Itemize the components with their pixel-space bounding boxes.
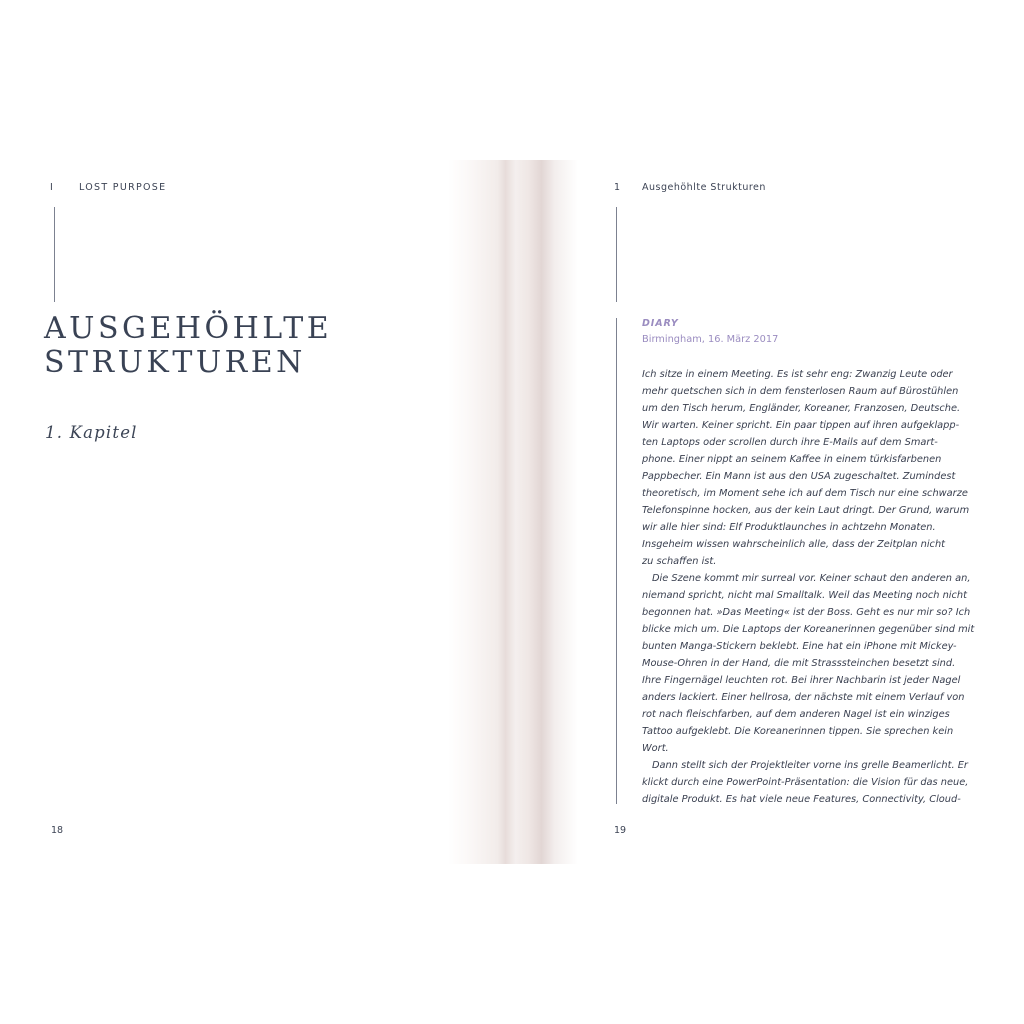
body-line: zu schaffen ist. <box>642 556 717 567</box>
body-line: theoretisch, im Moment sehe ich auf dem Tisch nur eine schwarze <box>642 488 968 499</box>
body-line: Wort. <box>642 743 669 754</box>
running-head-right-number: 1 <box>614 182 621 193</box>
body-text <box>642 366 975 808</box>
page-number-left: 18 <box>51 825 64 836</box>
body-line: Telefonspinne hocken, aus der kein Laut dringt. Der Grund, warum <box>642 505 970 516</box>
chapter-title <box>44 312 332 380</box>
running-head-left <box>50 182 166 193</box>
body-line: wir alle hier sind: Elf Produktlaunches in achtzehn Monaten. <box>642 522 936 533</box>
running-head-right-title: Ausgehöhlte Strukturen <box>642 182 766 193</box>
body-line: rot nach fleischfarben, auf dem anderen Nagel ist ein winziges <box>642 709 950 720</box>
chapter-title-line2: STRUKTUREN <box>44 345 306 380</box>
body-line: blicke mich um. Die Laptops der Koreanerinnen gegenüber sind mit <box>642 624 975 635</box>
page-number-right: 19 <box>614 825 627 836</box>
vertical-rule-right-upper <box>616 207 617 302</box>
body-line: phone. Einer nippt an seinem Kaffee in einem türkisfarbenen <box>642 454 942 465</box>
vertical-rule-right-lower <box>616 318 617 804</box>
body-line: digitale Produkt. Es hat viele neue Features, Connectivity, Cloud- <box>642 794 961 805</box>
diary-label: DIARY <box>642 318 679 329</box>
body-line: anders lackiert. Einer hellrosa, der nächste mit einem Verlauf von <box>642 692 965 703</box>
diary-date: Birmingham, 16. März 2017 <box>642 334 779 345</box>
body-line: ten Laptops oder scrollen durch ihre E-Mails auf dem Smart- <box>642 437 938 448</box>
book-gutter-shadow <box>448 160 578 864</box>
body-line: Die Szene kommt mir surreal vor. Keiner schaut den anderen an, <box>652 573 971 584</box>
body-line: niemand spricht, nicht mal Smalltalk. Weil das Meeting noch nicht <box>642 590 967 601</box>
body-line: Insgeheim wissen wahrscheinlich alle, dass der Zeitplan nicht <box>642 539 945 550</box>
body-line: bunten Manga-Stickern beklebt. Eine hat ein iPhone mit Mickey- <box>642 641 957 652</box>
body-line: begonnen hat. »Das Meeting« ist der Boss. Geht es nur mir so? Ich <box>642 607 971 618</box>
running-head-right <box>614 182 766 193</box>
body-line: Pappbecher. Ein Mann ist aus den USA zugeschaltet. Zumindest <box>642 471 956 482</box>
chapter-title-line1: AUSGEHÖHLTE <box>44 311 333 346</box>
body-line: Ihre Fingernägel leuchten rot. Bei ihrer Nachbarin ist jeder Nagel <box>642 675 961 686</box>
body-line: mehr quetschen sich in dem fensterlosen Raum auf Bürostühlen <box>642 386 959 397</box>
body-line: Ich sitze in einem Meeting. Es ist sehr eng: Zwanzig Leute oder <box>642 369 953 380</box>
body-line: um den Tisch herum, Engländer, Koreaner, Franzosen, Deutsche. <box>642 403 961 414</box>
running-head-left-number: I <box>50 182 55 193</box>
running-head-left-title: LOST PURPOSE <box>79 182 167 193</box>
body-line: Wir warten. Keiner spricht. Ein paar tippen auf ihren aufgeklapp- <box>642 420 960 431</box>
vertical-rule-left <box>54 207 55 302</box>
body-line: Tattoo aufgeklebt. Die Koreanerinnen tippen. Sie sprechen kein <box>642 726 954 737</box>
body-line: klickt durch eine PowerPoint-Präsentation: die Vision für das neue, <box>642 777 969 788</box>
chapter-subtitle: 1. Kapitel <box>45 423 138 442</box>
body-line: Mouse-Ohren in der Hand, die mit Strasssteinchen besetzt sind. <box>642 658 956 669</box>
body-line: Dann stellt sich der Projektleiter vorne ins grelle Beamerlicht. Er <box>652 760 968 771</box>
